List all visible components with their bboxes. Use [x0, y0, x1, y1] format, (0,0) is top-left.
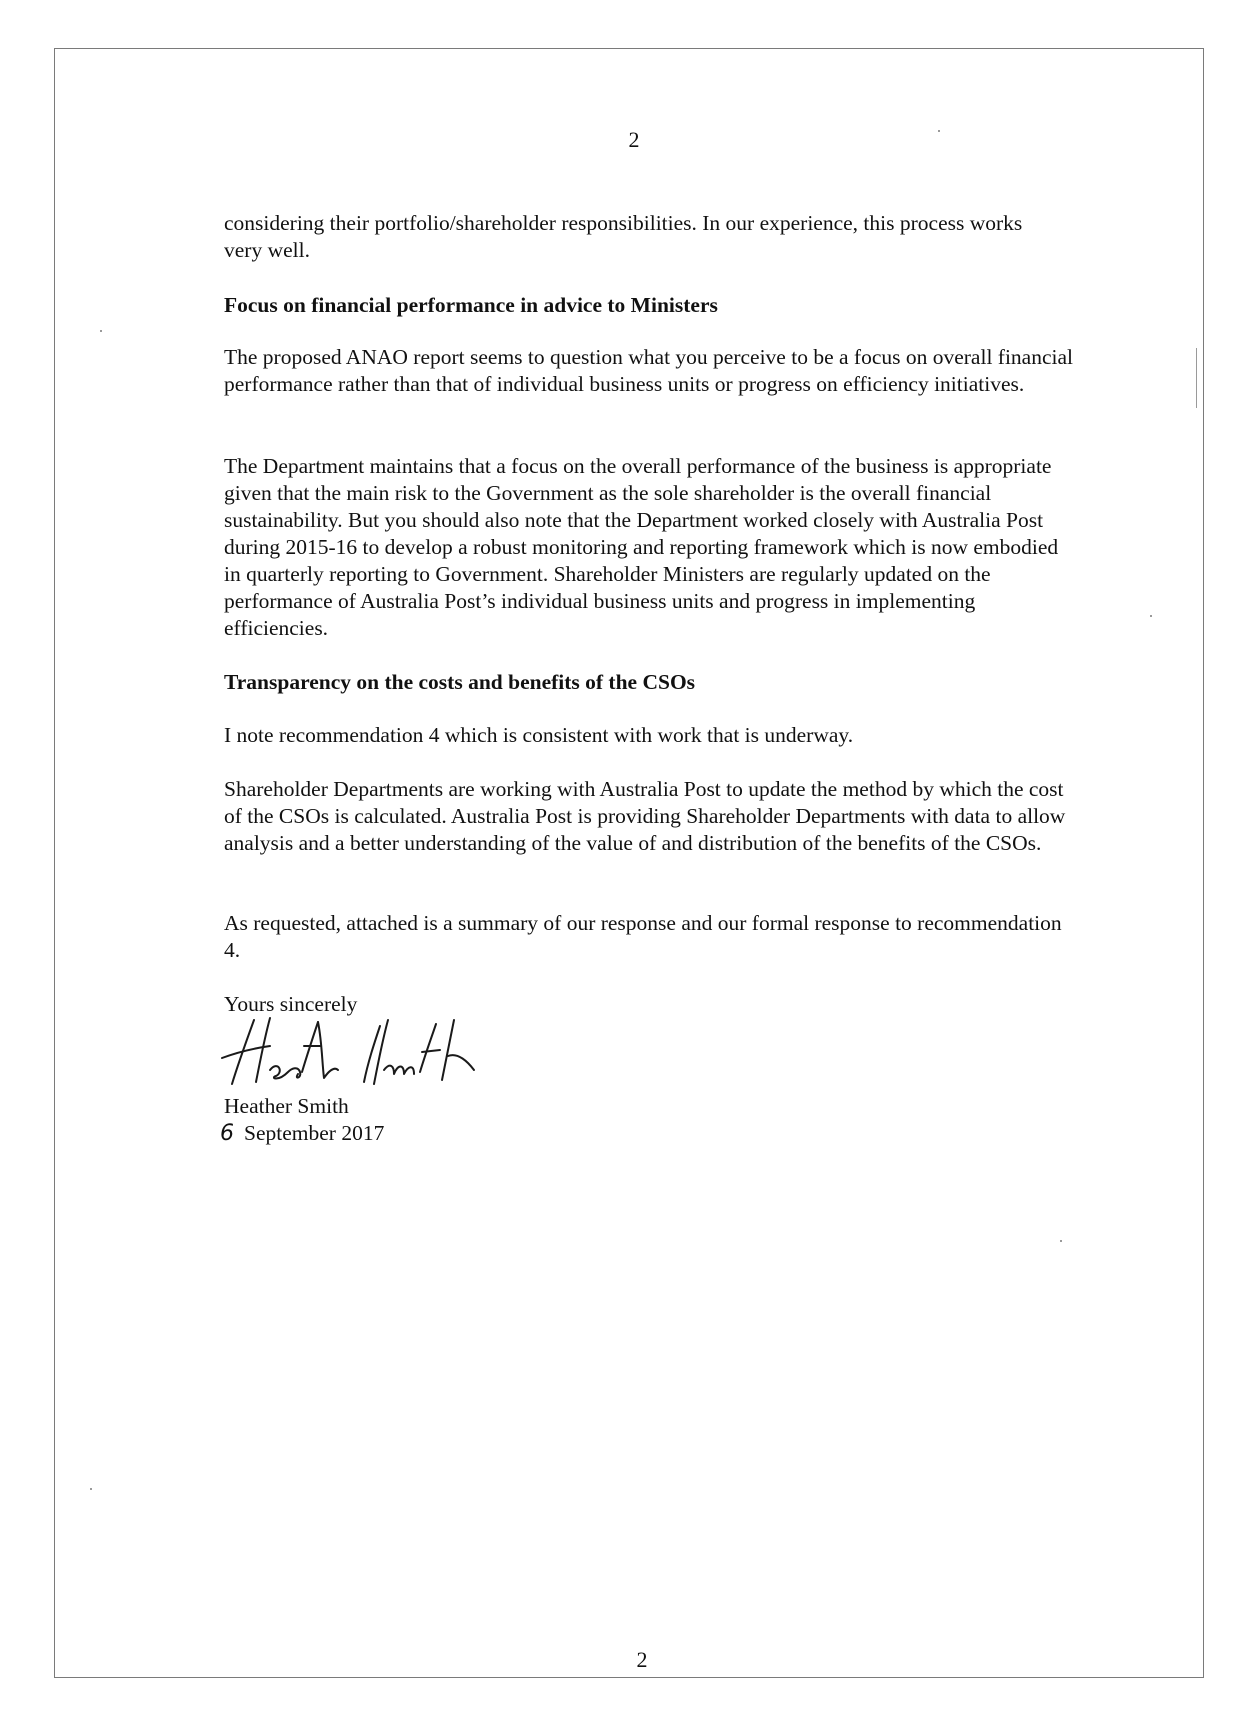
scan-speck: [90, 1488, 92, 1490]
scan-speck: [938, 130, 940, 132]
section-heading-cso-transparency: Transparency on the costs and benefits of the CSOs: [224, 670, 696, 694]
closing-salutation: Yours sincerely: [224, 992, 358, 1016]
handwritten-day: 6: [220, 1121, 234, 1146]
section-heading-financial-performance: Focus on financial performance in advice to Ministers: [224, 293, 718, 317]
intro-paragraph: considering their portfolio/shareholder responsibilities. In our experience, this process works very well.: [224, 211, 1023, 262]
paragraph-recommendation-4: I note recommendation 4 which is consistent with work that is underway.: [224, 723, 854, 747]
paragraph-shareholder-departments: Shareholder Departments are working with Australia Post to update the method by which the cost of the CSOs is calculated. Australia Post is providing Shareholder Departments with data to allow analysis and a better understanding of the value of and distribution of the benefits of the CSOs.: [224, 777, 1066, 855]
scan-speck: [100, 330, 102, 332]
scan-speck: [1150, 615, 1152, 617]
scan-speck: [1060, 1240, 1062, 1242]
paragraph-attached-response: As requested, attached is a summary of our response and our formal response to recommendation 4.: [224, 911, 1062, 962]
handwritten-signature: [218, 1012, 478, 1092]
date-month-year: September 2017: [244, 1121, 385, 1145]
page-number-bottom: 2: [636, 1647, 648, 1672]
paragraph-department-position: The Department maintains that a focus on the overall performance of the business is appropriate given that the main risk to the Government as the sole shareholder is the overall financial sustainability. But you should also note that the Department worked closely with Australia Post during 2015-16 to develop a robust monitoring and reporting framework which is now embodied in quarterly reporting to Government. Shareholder Ministers are regularly updated on the performance of Australia Post’s individual business units and progress in implementing efficiencies.: [224, 454, 1059, 640]
paragraph-anao-report: The proposed ANAO report seems to question what you perceive to be a focus on overall financial performance rather than that of individual business units or progress on efficiency initiatives.: [224, 345, 1073, 396]
signer-name: Heather Smith: [224, 1094, 349, 1118]
page-number-top: 2: [628, 127, 640, 152]
scan-speck: [1196, 348, 1197, 408]
signature-date: [220, 1120, 384, 1147]
